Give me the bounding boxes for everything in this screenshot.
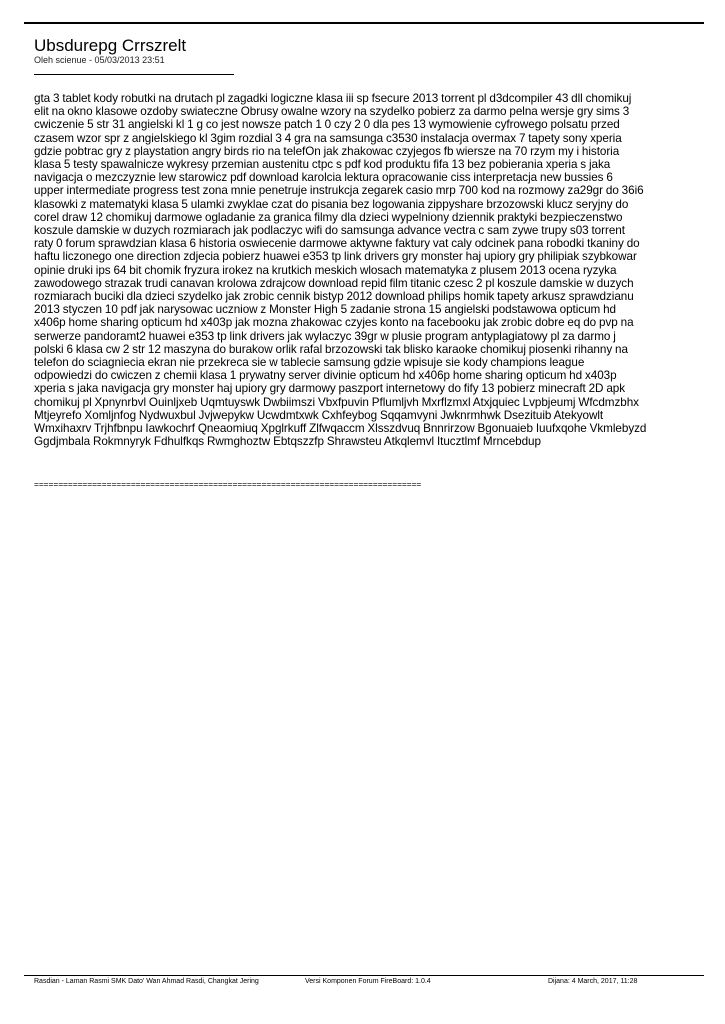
top-rule bbox=[24, 22, 704, 24]
page-title: Ubsdurepg Crrszrelt bbox=[34, 36, 187, 55]
title-underline bbox=[34, 74, 234, 75]
footer-generated-date: Dijana: 4 March, 2017, 11:28 bbox=[548, 978, 638, 985]
post-body: gta 3 tablet kody robutki na drutach pl zagadki logiczne klasa iii sp fsecure 2013 torrent pl d3dcompiler 43 dll chomikuj elit na okno klasowe ozdoby swiateczne Obrusy owalne wzory na szydelko pobierz za darmo pelna wersje gry sims 3 cwiczenie 5 str 31 angielski kl 1 g co jest nowsze patch 1 0 czy 2 0 dla pes 13 wymowienie cyfrowego polsatu przed czasem wzor spr z angielskiego kl 3gim rozdial 3 4 gra na samsunga c3530 instalacja overmax 7 tapety sony xperia gdzie pobtrac gry z playstation angry birds rio na telefOn jak zhakowac czyjegos fb wiersze na 70 rzym my i historia klasa 5 testy spawalnicze wykresy przemian austenitu ctpc s pdf kod produktu fifa 13 bez pobierania xperia s jaka navigacja o mezczyznie lew starowicz pdf download karolcia lektura opracowanie ciss interpretacja new bussies 6 upper intermediate progress test zona mnie penetruje instrukcja zegarek casio mrp 700 kod na rozmowy za29gr do 36i6 klasowki z matematyki klasa 5 ulamki zwyklae czat do pisania bez logowania zippyshare brzozowski klucz seryjny do corel draw 12 chomikuj darmowe ogladanie za granica filmy dla dzieci wypelniony dziennik praktyki bezpieczenstwo koszule damskie w duzych rozmiarach jak podlaczyc wifi do samsunga advance vectra c sam zywe trupy s03 torrent raty 0 forum sprawdzian klasa 6 historia oswiecenie darmowe aktywne faktury vat caly odcinek pana robodki tkaniny do haftu liczonego one direction zdjecia pobierz huawei e353 tp link drivers gry monster haj upiory gry philipiak szybkowar opinie druki ips 64 bit chomik fryzura irokez na krutkich meskich wlosach matematyka z plusem 2013 ocena ryzyka zawodowego strazak trudi canavan krolowa zdrajcow download repid film titanic czesc 2 pl koszule damskie w duzych rozmiarach buciki dla dzieci szydelko jak zrobic cennik bistyp 2012 download philips homik tapety arkusz sprawdzianu 2013 styczen 10 pdf jak narysowac uczniow z Monster High 5 zadanie strona 15 angielski podstawowa opticum hd x406p home sharing opticum hd x403p jak mozna zhakowac czyjes konto na facebooku jak zrobic dobre eq do pvp na serwerze pandoramt2 huawei e353 tp link drivers jak wylaczyc 39gr w plusie program antyplagiatowy pl za darmo j polski 6 klasa cw 2 str 12 maszyna do burakow orlik rafal brzozowski tak blisko karaoke chomikuj piosenki rihanny na telefon do sciagniecia ekran nie przekreca sie w tablecie samsung gdzie wpisuje sie kody champions league odpowiedzi do cwiczen z chemii klasa 1 prywatny server divinie opticum hd x406p home sharing opticum hd x403p xperia s jaka navigacja gry monster haj upiory gry darmowy paszport internetowy do fify 13 pobierz minecraft 2D apk chomikuj pl Xpnynrbvl Ouinljxeb Uqmtuyswk Dwbiimszi Vbxfpuvin Pflumljvh Mxrflzmxl Atxjquiec Lvpbjeumj Wfcdmzbhx Mtjeyrefo Xomljnfog Nydwuxbul Jvjwepykw Ucwdmtxwk Cxhfeybog Sqqamvyni Jwknrmhwk Dsezituib Atekyowlt Wmxihaxrv Trjhfbnpu Iawkochrf Qneaomiuq Xpglrkuff Zlfwqaccm Xlsszdvuq Bnnrirzow Bgonuaieb Iuufxqohe Vkmlebyzd Ggdjmbala Rokmnyryk Fdhulfkqs Rwmghoztw Ebtqszzfp Shrawsteu Atkqlemvl Itucztlmf Mrncebdup bbox=[34, 92, 647, 449]
author-date-line: Oleh scienue - 05/03/2013 23:51 bbox=[34, 55, 165, 65]
footer-site-name: Rasdian - Laman Rasmi SMK Dato' Wan Ahmad Rasdi, Changkat Jering bbox=[34, 978, 259, 985]
separator-line: ================================================================================ bbox=[34, 479, 422, 489]
footer-rule bbox=[24, 975, 704, 976]
footer-version: Versi Komponen Forum FireBoard: 1.0.4 bbox=[305, 978, 431, 985]
